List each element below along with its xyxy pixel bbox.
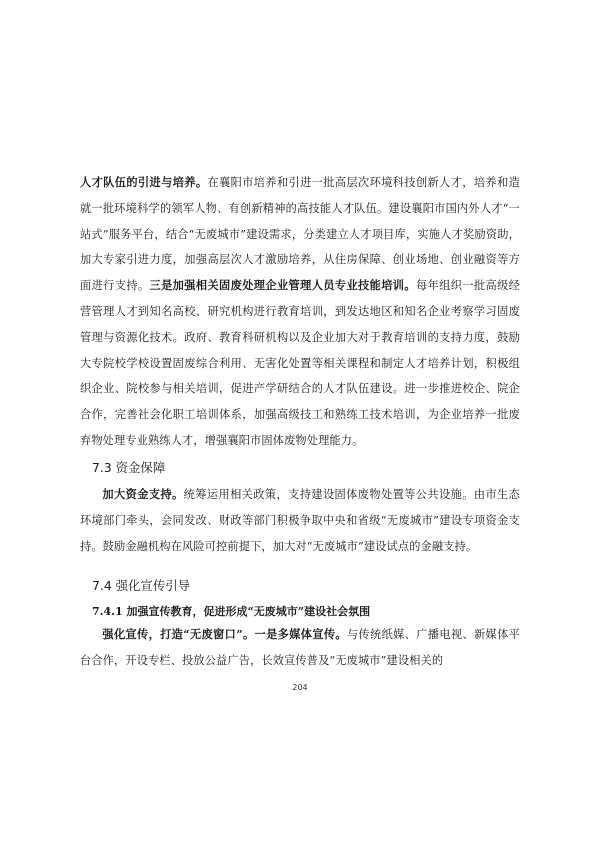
talent-text-b: 每年组织一批高级经营管理人才到知名高校、研究机构进行教育培训，到发达地区和知名企业考察学习固废管理与资源化技术。政府、教育科研机构以及企业加大对于教育培训的支持力度，鼓励大专院校学校设置固废综合利用、无害化处置等相关课程和制定人才培养计划，积极组织企业、院校参与相关培训，促进产学研结合的人才队伍建设。进一步推进校企、院企合作，完善社会化职工培训体系，加强高级技工和熟练工技术培训，为企业培养一批废弃物处理专业熟练人才，增强襄阳市固体废物处理能力。	[80, 279, 521, 447]
paragraph-funding	[80, 482, 520, 559]
page-number: 204	[292, 683, 308, 692]
publicity-text: 与传统纸媒、广播电视、新媒体平台合作，开设专栏、投放公益广告，长效宣传普及“无废城市”建设相关的	[80, 628, 520, 667]
bold-lead-publicity: 强化宣传，打造“无废窗口”。一是多媒体宣传。	[102, 627, 347, 641]
section-heading-publicity: 7.4 强化宣传引导	[92, 578, 190, 593]
funding-text: 统筹运用相关政策，支持建设固体废物处置等公共设施。由市生态环境部门牵头，会同发改、财政等部门积极争取中央和省级“无废城市”建设专项资金支持。鼓励金融机构在风险可控前提下，加大对“无废城市”建设试点的金融支持。	[80, 488, 520, 553]
bold-lead-funding: 加大资金支持。	[102, 487, 184, 501]
subsection-heading-education: 7.4.1 加强宣传教育，促进形成“无废城市”建设社会氛围	[92, 605, 371, 618]
section-heading-funding: 7.3 资金保障	[92, 460, 166, 475]
bold-lead-talent: 人才队伍的引进与培养。	[80, 175, 208, 189]
paragraph-publicity	[80, 622, 520, 674]
paragraph-talent	[80, 170, 520, 454]
bold-training-lead: 三是加强相关固废处理企业管理人员专业技能培训。	[149, 278, 416, 293]
talent-text-a: 在襄阳市培养和引进一批高层次环境科技创新人才，培养和造就一批环境科学的领军人物、有创新精神的高技能人才队伍。建设襄阳市国内外人才“一站式”服务平台，结合“无废城市”建设需求，分类建立人才项目库，实施人才奖励资助，加大专家引进力度，加强高层次人才激励培养，从住房保障、创业场地、创业融资等方面进行支持。	[80, 176, 520, 293]
